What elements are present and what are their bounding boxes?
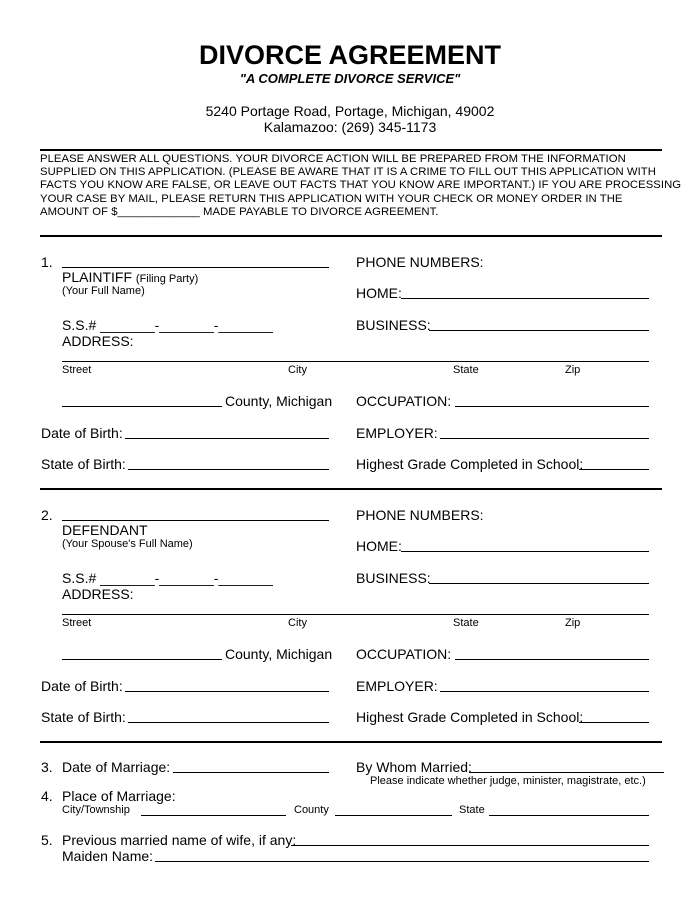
name-hint: (Your Full Name) (62, 285, 145, 297)
previous-name-field[interactable] (291, 845, 649, 846)
section-rule (40, 488, 662, 490)
home-phone-label: HOME: (356, 538, 402, 554)
business-phone-field[interactable] (429, 330, 649, 331)
address-label: ADDRESS: (62, 333, 134, 349)
county-label: County (294, 804, 329, 816)
city-caption: City (288, 617, 307, 629)
form-subtitle: "A COMPLETE DIVORCE SERVICE" (239, 71, 461, 86)
address-field[interactable] (62, 614, 649, 615)
occupation-field[interactable] (455, 659, 649, 660)
sob-label: State of Birth: (41, 709, 126, 725)
ssn-field[interactable]: S.S.# _______-_______-_______ (62, 317, 273, 333)
street-caption: Street (62, 364, 92, 376)
occupation-label: OCCUPATION: (356, 393, 452, 409)
marriage-date-label: Date of Marriage: (62, 759, 171, 775)
state-caption: State (453, 617, 479, 629)
employer-label: EMPLOYER: (356, 678, 438, 694)
dob-field[interactable] (125, 438, 329, 439)
header-rule (40, 149, 662, 151)
maiden-name-field[interactable] (155, 861, 649, 862)
home-phone-field[interactable] (401, 298, 649, 299)
business-phone-label: BUSINESS: (356, 317, 431, 333)
item-number: 4. (41, 788, 53, 804)
county-label: County, Michigan (225, 393, 333, 409)
defendant-role-label: DEFENDANT (62, 522, 148, 538)
employer-label: EMPLOYER: (356, 425, 438, 441)
section-rule (40, 741, 662, 743)
sob-field[interactable] (128, 722, 329, 723)
city-township-field[interactable] (141, 815, 286, 816)
role-text: PLAINTIFF (62, 269, 133, 285)
sob-label: State of Birth: (41, 456, 126, 472)
phone-numbers-label: PHONE NUMBERS: (356, 507, 484, 523)
address-field[interactable] (62, 361, 649, 362)
name-hint: (Your Spouse's Full Name) (62, 538, 193, 550)
notice-line: YOUR CASE BY MAIL, PLEASE RETURN THIS APPLICATION WITH YOUR CHECK OR MONEY ORDER IN THE (40, 192, 623, 205)
notice-line: SUPPLIED ON THIS APPLICATION. (PLEASE BE AWARE THAT IT IS A CRIME TO FILL OUT THIS APPLICATION WITH (40, 166, 656, 179)
dob-label: Date of Birth: (41, 678, 123, 694)
address-label: ADDRESS: (62, 586, 134, 602)
instructions-notice (40, 153, 682, 219)
sob-field[interactable] (128, 469, 329, 470)
dob-label: Date of Birth: (41, 425, 123, 441)
notice-line: AMOUNT OF $_____________ MADE PAYABLE TO DIVORCE AGREEMENT. (40, 205, 439, 218)
state-caption: State (453, 364, 479, 376)
employer-field[interactable] (440, 438, 649, 439)
street-caption: Street (62, 617, 92, 629)
grade-label: Highest Grade Completed in School: (356, 709, 584, 725)
occupation-field[interactable] (455, 406, 649, 407)
home-phone-label: HOME: (356, 285, 402, 301)
notice-line: PLEASE ANSWER ALL QUESTIONS. YOUR DIVORCE ACTION WILL BE PREPARED FROM THE INFORMATION (40, 153, 626, 165)
form-title: DIVORCE AGREEMENT (198, 40, 502, 70)
occupation-label: OCCUPATION: (356, 646, 452, 662)
section-rule (40, 235, 662, 237)
item-number: 3. (41, 759, 53, 775)
marriage-place-label: Place of Marriage: (62, 788, 176, 804)
employer-field[interactable] (440, 691, 649, 692)
zip-caption: Zip (565, 364, 581, 376)
notice-line: FACTS YOU KNOW ARE FALSE, OR LEAVE OUT FACTS THAT YOU KNOW ARE IMPORTANT.) IF YOU ARE PROCESSING (40, 179, 682, 192)
zip-caption: Zip (565, 617, 581, 629)
business-phone-field[interactable] (429, 583, 649, 584)
county-label: County, Michigan (225, 646, 333, 662)
business-phone-label: BUSINESS: (356, 570, 431, 586)
previous-name-label: Previous married name of wife, if any: (62, 832, 297, 848)
defendant-name-field[interactable] (62, 520, 329, 521)
office-phone: Kalamazoo: (269) 345-1173 (263, 119, 437, 135)
city-caption: City (288, 364, 307, 376)
county-field[interactable] (62, 406, 222, 407)
home-phone-field[interactable] (401, 551, 649, 552)
marriage-county-field[interactable] (335, 815, 452, 816)
item-number: 5. (41, 832, 53, 848)
county-field[interactable] (62, 659, 222, 660)
by-whom-field[interactable] (469, 772, 664, 773)
item-number: 2. (41, 507, 53, 523)
marriage-date-field[interactable] (173, 772, 329, 773)
by-whom-label: By Whom Married: (356, 759, 472, 775)
dob-field[interactable] (125, 691, 329, 692)
item-number: 1. (41, 254, 53, 270)
city-township-label: City/Township (62, 804, 130, 816)
plaintiff-role-label (62, 269, 198, 285)
grade-label: Highest Grade Completed in School: (356, 456, 584, 472)
by-whom-note: Please indicate whether judge, minister, magistrate, etc.) (370, 775, 646, 787)
plaintiff-name-field[interactable] (62, 267, 329, 268)
role-note: (Filing Party) (135, 273, 199, 285)
maiden-name-label: Maiden Name: (62, 848, 154, 864)
ssn-field[interactable]: S.S.# _______-_______-_______ (62, 570, 273, 586)
grade-field[interactable] (579, 722, 649, 723)
state-label: State (459, 804, 485, 816)
marriage-state-field[interactable] (489, 815, 649, 816)
office-address: 5240 Portage Road, Portage, Michigan, 49002 (205, 103, 495, 119)
grade-field[interactable] (579, 469, 649, 470)
phone-numbers-label: PHONE NUMBERS: (356, 254, 484, 270)
